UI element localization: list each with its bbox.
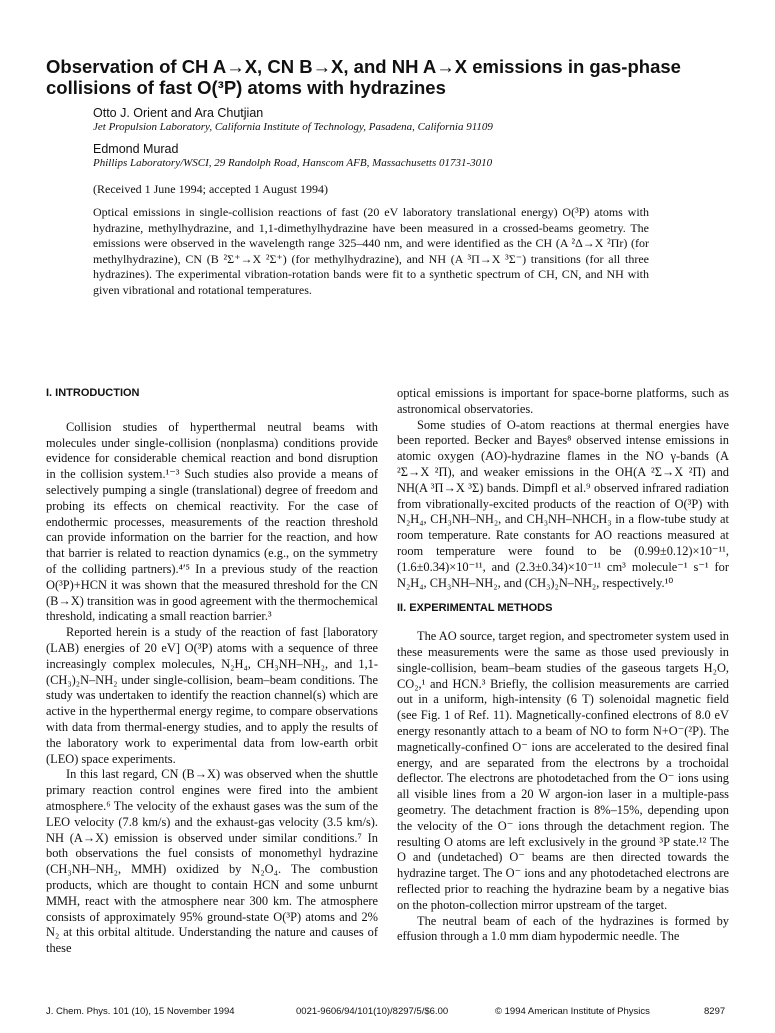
author-affiliation: Jet Propulsion Laboratory, California Institute of Technology, Pasadena, California 91109 bbox=[93, 121, 493, 133]
section-heading: II. EXPERIMENTAL METHODS bbox=[397, 602, 553, 615]
section-heading: I. INTRODUCTION bbox=[46, 387, 140, 399]
received-dates: (Received 1 June 1994; accepted 1 August 1994) bbox=[93, 182, 328, 196]
body-paragraph: The AO source, target region, and spectrometer system used in these measurements were the same as those used previously in single-collision, beam–beam studies of the gaseous targets H₂O, CO₂,¹ and HCN.³ Briefly, the collision measurements are carried out in a uniform, high-intensity (6 T) solenoidal magnetic field (see Fig. 1 of Ref. 11). Magnetically-confined electrons of 8.0 eV energy resonantly attach to a beam of NO to form N+O⁻(²P). The magnetically-confined O⁻ ions are accelerated to the desired final energy, and are separated from the electrons by a trochoidal deflector. The electrons are photodetached from the O⁻ ions using all visible lines from a 20 W argon-ion laser in a multiple-pass geometry. The detachment fraction is 8%–15%, depending upon the velocity of the O⁻ ions through the detachment region. The resulting O atoms are left exclusively in the ground ³P state.¹² The O and (undetached) O⁻ beams are then directed towards the hydrazine target. The O⁻ ions and any photodetached electrons are reflected prior to reaching the hydrazine beam by a negative bias on the photon-collection mirror upstream of the target. bbox=[397, 629, 729, 912]
abstract: Optical emissions in single-collision reactions of fast (20 eV laboratory translational energy) O(³P) atoms with hydrazine, methylhydrazine, and 1,1-dimethylhydrazine have been measured in a crossed-beams geometry. The emissions were observed in the wavelength range 325–440 nm, and were identified as the CH (A ²Δ→X ²Πr) (for methylhydrazine), CN (B ²Σ⁺→X ²Σ⁺) (for methylhydrazine), and NH (A ³Π→X ³Σ⁻) transitions (for all three hydrazines). The experimental vibration-rotation bands were fit to a synthetic spectrum of CH, CN, and NH with given vibrational and rotational temperatures. bbox=[93, 205, 649, 297]
body-paragraph: Collision studies of hyperthermal neutral beams with molecules under single-collision (nonplasma) conditions provide evidence for considerable chemical reaction and bond disruption in the collision system.¹⁻³ Such studies also provide a means of selectively pumping a single (translational) degree of freedom and probing its effects on chemical reactivity. For the case of endothermic processes, measurements of the reaction threshold can provide information on the barrier for the reaction, and how that barrier is related to reaction dynamics (e.g., on the symmetry of the colliding partners).⁴ʹ⁵ In a previous study of the reaction O(³P)+HCN it was shown that the measured threshold for the CN (B→X) transition was in good agreement with the thermochemical threshold, indicating a small reaction barrier.³ bbox=[46, 419, 378, 624]
author-block bbox=[93, 106, 733, 196]
body-paragraph: optical emissions is important for space-borne platforms, such as astronomical observatories. bbox=[397, 386, 729, 416]
left-column bbox=[46, 386, 378, 957]
body-paragraph: In this last regard, CN (B→X) was observed when the shuttle primary reaction control engines were fired into the ambient atmosphere.⁶ The velocity of the exhaust gases was the sum of the LEO velocity (7.8 km/s) and the exhaust-gas velocity (3.5 km/s). NH (A→X) emission is observed under similar conditions.⁷ In both observations the fuel consists of monomethyl hydrazine (CH₃NH–NH₂, MMH) oxidized by N₂O₄. The combustion products, which are thought to contain HCN and some unburnt MMH, react with the atmosphere near 300 km. The atmosphere consists of approximately 95% ground-state O(³P) atoms and 2% N₂ at this orbital altitude. Understanding the nature and causes of these bbox=[46, 767, 378, 956]
body-paragraph: Some studies of O-atom reactions at thermal energies have been reported. Becker and Bayes⁸ observed intense emissions in atomic oxygen (AO)-hydrazine flames in the NO γ-bands (A ²Σ→X ²Π), and weaker emissions in the OH(A ²Σ→X ²Π) and NH(A ³Π→X ³Σ) bands. Dimpfl et al.⁹ observed infrared radiation from vibrationally-excited products of the reaction of O(³P) with N₂H₄, CH₃NH–NH₂, and CH₃NH–NHCH₃ in a flow-tube study at room temperature. Rate constants for AO reactions measured at room temperature were found to be (0.99±0.12)×10⁻¹¹, (1.6±0.34)×10⁻¹¹, and (2.3±0.34)×10⁻¹¹ cm³ molecule⁻¹ s⁻¹ for N₂H₄, CH₃NH–NH₂, and (CH₃)₂N–NH₂, respectively.¹⁰ bbox=[397, 417, 729, 590]
author-affiliation: Phillips Laboratory/WSCI, 29 Randolph Road, Hanscom AFB, Massachusetts 01731-3010 bbox=[93, 157, 493, 169]
footer-copyright: © 1994 American Institute of Physics bbox=[495, 1006, 650, 1017]
right-column bbox=[397, 386, 729, 945]
paper-title: Observation of CH A→X, CN B→X, and NH A→X emissions in gas-phase collisions of fast O(³P) atoms with hydrazines bbox=[46, 56, 681, 98]
author-names: Edmond Murad bbox=[93, 142, 179, 156]
footer-journal: J. Chem. Phys. 101 (10), 15 November 1994 bbox=[46, 1006, 235, 1017]
page-footer bbox=[46, 1006, 732, 1020]
body-paragraph: The neutral beam of each of the hydrazines is formed by effusion through a 1.0 mm diam hypodermic needle. The bbox=[397, 913, 729, 944]
page-number: 8297 bbox=[704, 1006, 726, 1017]
body-paragraph: Reported herein is a study of the reaction of fast [laboratory (LAB) energies of 20 eV] O(³P) atoms with a sequence of three increasingly complex molecules, N₂H₄, CH₃NH–NH₂, and 1,1-(CH₃)₂N–NH₂ under single-collision, beam–beam conditions. The study was undertaken to identify the reaction channel(s) which are active in the hyperthermal energy regime, to compare observations with data from thermal-energy studies, and to apply the results of the laboratory work to experimental data from low-earth orbit (LEO) space experiments. bbox=[46, 625, 378, 766]
author-names: Otto J. Orient and Ara Chutjian bbox=[93, 106, 264, 120]
footer-code: 0021-9606/94/101(10)/8297/5/$6.00 bbox=[296, 1006, 449, 1017]
